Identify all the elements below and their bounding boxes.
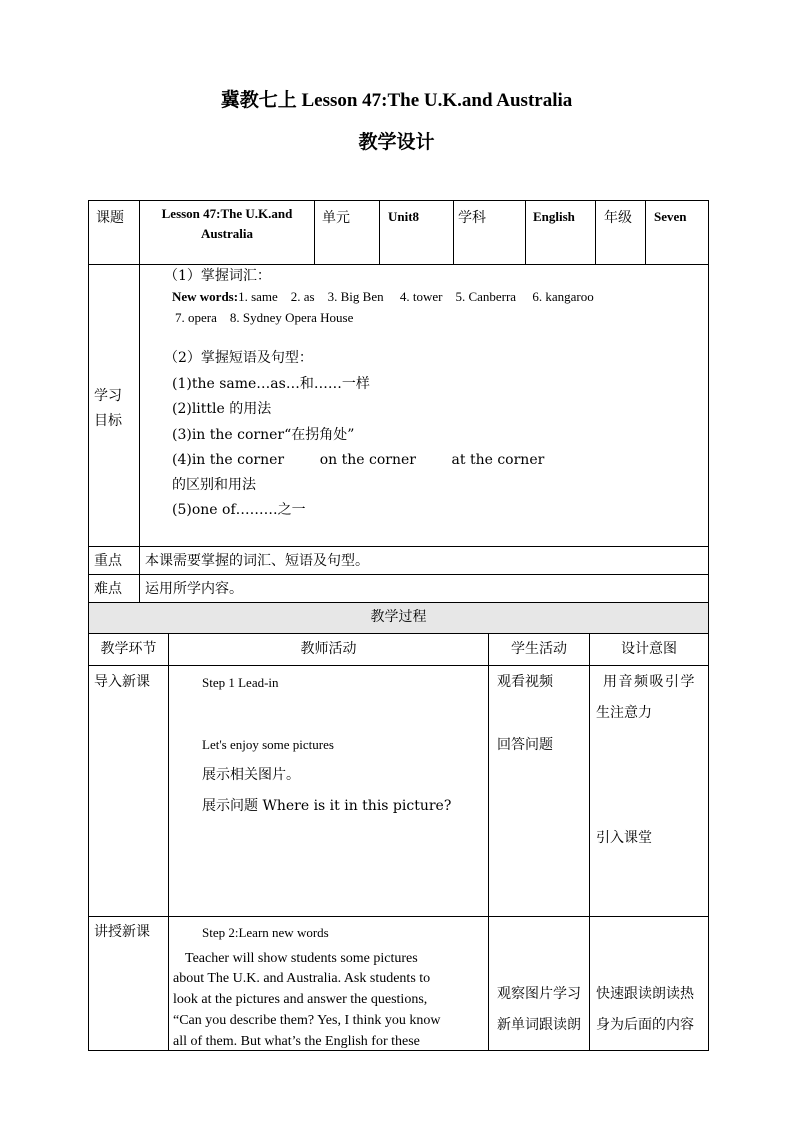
step2-stage: 讲授新课 (94, 924, 150, 940)
step2-intent-line2: 身为后面的内容 (596, 1017, 694, 1033)
grade-value: Seven (654, 209, 687, 224)
step2-student-line2: 新单词跟读朗 (497, 1017, 581, 1033)
objectives-section2-title: （2）掌握短语及句型： (164, 350, 313, 366)
topic-value-line2: Australia (201, 226, 253, 241)
step2-intent-line1: 快速跟读朗读热 (596, 986, 694, 1002)
step2-teacher-step: Step 2:Learn new words (202, 925, 329, 940)
topic-value-line1: Lesson 47:The U.K.and (161, 206, 293, 221)
objective-item-4-cont: 的区别和用法 (172, 477, 256, 493)
step1-intent-line1: 用音频吸引学 (603, 674, 696, 690)
step2-teacher-para2: about The U.K. and Australia. Ask students to (173, 971, 431, 986)
step1-teacher-line2: 展示相关图片。 (202, 767, 300, 783)
step1-intent-line2: 生注意力 (596, 705, 652, 721)
step1-stage: 导入新课 (94, 674, 150, 690)
objectives-section1-title: （1）掌握词汇： (164, 268, 271, 284)
objective-item-1: (1)the same…as…和……一样 (172, 376, 370, 392)
step1-student-line2: 回答问题 (497, 737, 553, 753)
unit-label: 单元 (322, 210, 350, 226)
step2-student-line1: 观察图片学习 (497, 986, 581, 1002)
new-words-line2: 7. opera 8. Sydney Opera House (175, 310, 354, 325)
step2-teacher-para4: “Can you describe them? Yes, I think you know (173, 1013, 441, 1028)
objective-item-2: (2)little 的用法 (172, 401, 272, 417)
col-student-header: 学生活动 (511, 641, 567, 657)
topic-label: 课题 (96, 210, 124, 226)
difficulties-label: 难点 (94, 581, 122, 597)
key-points-label: 重点 (94, 553, 122, 569)
step2-teacher-para1: Teacher will show students some pictures (185, 951, 418, 966)
subject-label: 学科 (458, 210, 486, 226)
subject-value: English (533, 209, 575, 224)
step1-teacher-line1: Let's enjoy some pictures (202, 737, 334, 752)
objective-item-4: (4)in the corner on the corner at the corner (172, 452, 545, 468)
step1-teacher-line3: 展示问题 Where is it in this picture? (202, 798, 452, 814)
step1-intent-line3: 引入课堂 (596, 830, 652, 846)
col-stage-header: 教学环节 (100, 641, 157, 657)
unit-value: Unit8 (388, 209, 420, 224)
key-points-value: 本课需要掌握的词汇、短语及句型。 (145, 553, 369, 569)
objective-item-5: (5)one of………之一 (172, 502, 306, 518)
new-words-label: New words: (172, 289, 239, 304)
step2-teacher-para5: all of them. But what’s the English for these (173, 1034, 420, 1049)
objectives-label-line2: 目标 (94, 413, 122, 429)
lesson-plan-table (88, 200, 709, 1051)
document-title: 冀教七上 Lesson 47:The U.K.and Australia (220, 90, 573, 111)
document-subtitle: 教学设计 (358, 132, 435, 153)
step2-teacher-para3: look at the pictures and answer the questions, (173, 992, 428, 1007)
objectives-label-line1: 学习 (94, 388, 122, 404)
difficulties-value: 运用所学内容。 (145, 581, 243, 597)
new-words-list-1: 1. same 2. as 3. Big Ben 4. tower 5. Canberra 6. kangaroo (238, 289, 594, 304)
step1-teacher-step: Step 1 Lead-in (202, 675, 279, 690)
grade-label: 年级 (604, 210, 632, 226)
col-intent-header: 设计意图 (621, 641, 677, 657)
step1-student-line1: 观看视频 (497, 674, 553, 690)
col-teacher-header: 教师活动 (300, 641, 357, 657)
process-title: 教学过程 (370, 609, 427, 625)
objective-item-3: (3)in the corner“在拐角处” (172, 427, 355, 443)
new-words-line1 (172, 290, 594, 303)
